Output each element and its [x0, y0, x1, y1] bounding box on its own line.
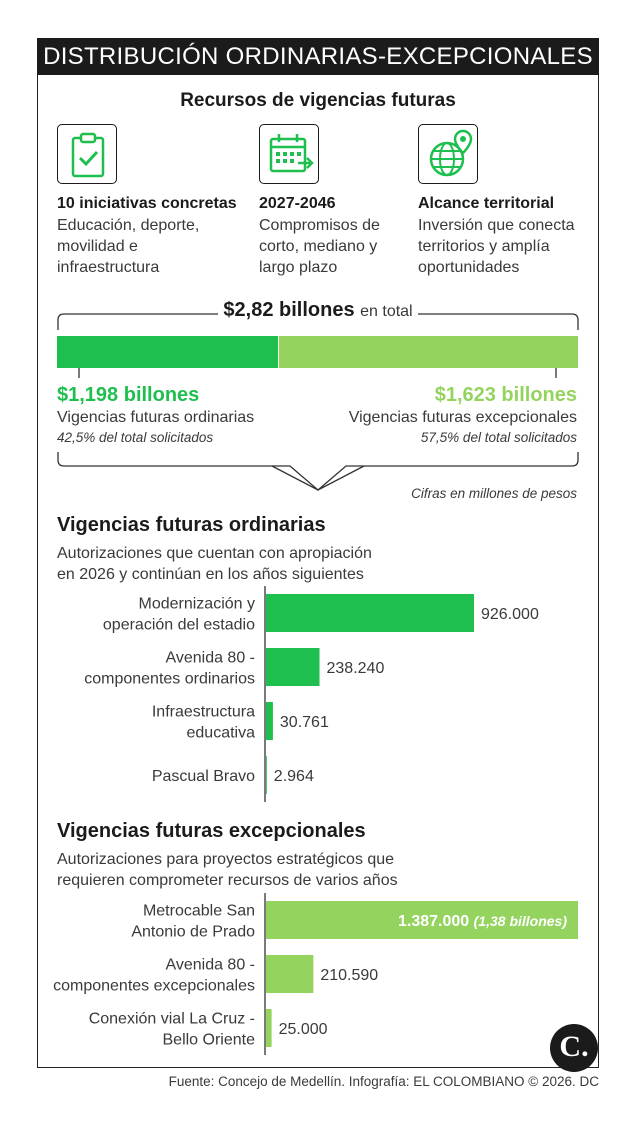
ordinarias-pct: 42,5% del total solicitados [57, 430, 214, 445]
feature-title: 10 iniciativas concretas [57, 195, 237, 212]
category-label: Modernización y [138, 595, 255, 613]
value-label: 2.964 [273, 768, 314, 785]
units-note: Cifras en millones de pesos [411, 486, 577, 501]
excepcionales-name: Vigencias futuras excepcionales [348, 409, 577, 426]
ordinarias-name: Vigencias futuras ordinarias [57, 409, 255, 426]
value-label: 238.240 [326, 660, 385, 677]
value-label: 210.590 [320, 967, 379, 984]
bar [266, 1009, 272, 1047]
value-label: 1.387.000 (1,38 billones) [398, 913, 567, 930]
feature-title: Alcance territorial [418, 195, 555, 212]
el-colombiano-logo: C. [550, 1024, 598, 1072]
bar [266, 955, 313, 993]
source-credit: Fuente: Concejo de Medellín. Infografía: EL COLOMBIANO © 2026. DC [168, 1074, 599, 1089]
category-label: Avenida 80 - [165, 649, 255, 667]
feature-desc: Compromisos de corto, mediano y largo plazo [259, 217, 380, 276]
excepcionales-amount: $1,623 billones [434, 384, 577, 406]
ordinarias-amount: $1,198 billones [57, 384, 200, 406]
section-desc-ordinarias: Autorizaciones que cuentan con apropiación en 2026 y continúan en los años siguientes [57, 545, 372, 583]
category-label: Avenida 80 - [165, 956, 255, 974]
page-subtitle: Recursos de vigencias futuras [180, 90, 456, 111]
category-label: Pascual Bravo [151, 768, 255, 785]
category-label: Antonio de Prado [131, 923, 255, 941]
category-label: Infraestructura [151, 703, 255, 721]
value-label: 926.000 [481, 606, 539, 623]
section-desc-excepcionales: Autorizaciones para proyectos estratégicos que requieren comprometer recursos de varios años [57, 851, 398, 889]
feature-desc: Inversión que conecta territorios y amplía oportunidades [418, 217, 575, 276]
total-suffix: en total [360, 303, 413, 320]
section-title-ordinarias: Vigencias futuras ordinarias [57, 514, 326, 536]
category-label: Bello Oriente [162, 1031, 255, 1049]
category-label: componentes excepcionales [53, 977, 255, 995]
category-label: Metrocable San [142, 902, 255, 920]
feature-desc: Educación, deporte, movilidad e infraestructura [57, 217, 200, 276]
total-amount: $2,82 billones [223, 299, 355, 321]
excepcionales-pct: 57,5% del total solicitados [420, 430, 577, 445]
page-title: DISTRIBUCIÓN ORDINARIAS-EXCEPCIONALES [37, 38, 599, 75]
category-label: Conexión vial La Cruz - [88, 1010, 255, 1028]
category-label: componentes ordinarios [84, 670, 255, 688]
section-title-excepcionales: Vigencias futuras excepcionales [57, 820, 366, 842]
value-label: 25.000 [278, 1021, 328, 1038]
value-label: 30.761 [279, 714, 329, 731]
feature-title: 2027-2046 [259, 195, 336, 212]
category-label: educativa [186, 724, 255, 742]
category-label: operación del estadio [102, 616, 255, 634]
